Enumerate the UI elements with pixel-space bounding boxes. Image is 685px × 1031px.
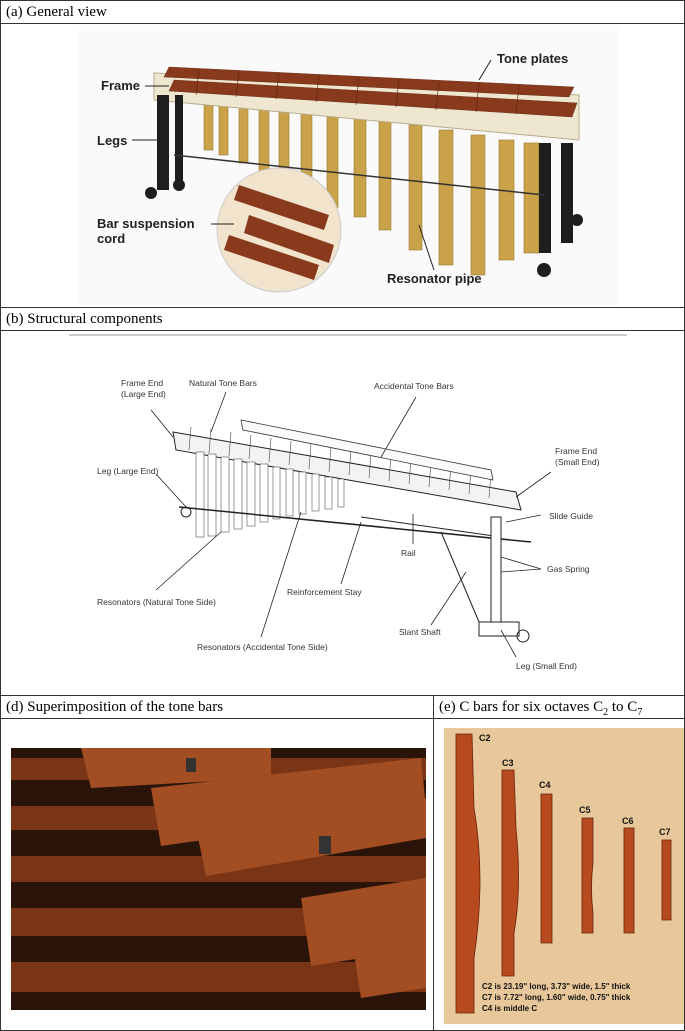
panel-general-view <box>0 0 685 308</box>
label-c5: C5 <box>579 805 591 815</box>
panel-superimposition <box>0 695 434 1031</box>
note-c4: C4 is middle C <box>482 1004 538 1013</box>
label-leg-large-end: Leg (Large End) <box>97 466 159 476</box>
bar-c7 <box>662 840 671 920</box>
label-c6: C6 <box>622 816 634 826</box>
panel-d-caption: (d) Superimposition of the tone bars <box>1 696 433 719</box>
label-c2: C2 <box>479 733 491 743</box>
label-c4: C4 <box>539 780 551 790</box>
bar-c6 <box>624 828 634 933</box>
label-resonators-natural: Resonators (Natural Tone Side) <box>97 597 216 607</box>
bar-c4 <box>541 794 552 943</box>
panel-a-caption: (a) General view <box>1 1 684 24</box>
tone-bars-photo <box>11 748 426 1010</box>
label-natural-tone-bars: Natural Tone Bars <box>189 378 257 388</box>
label-c7: C7 <box>659 827 671 837</box>
c-bars-photo <box>444 728 684 1024</box>
label-c3: C3 <box>502 758 514 768</box>
note-c7: C7 is 7.72" long, 1.60" wide, 0.75" thick <box>482 993 631 1002</box>
label-legs: Legs <box>97 133 128 148</box>
label-resonators-accidental: Resonators (Accidental Tone Side) <box>197 642 328 652</box>
label-frame-end-large-1: Frame End <box>121 378 164 388</box>
panel-c-bars <box>433 695 685 1031</box>
label-slant-shaft: Slant Shaft <box>399 627 441 637</box>
label-cord: cord <box>97 231 126 246</box>
panel-e-caption: (e) C bars for six octaves $C_2$ to $C_7$ <box>434 696 684 719</box>
note-c2: C2 is 23.19" long, 3.73" wide, 1.5" thick <box>482 982 631 991</box>
panel-structural-components <box>0 307 685 696</box>
label-accidental-tone-bars: Accidental Tone Bars <box>374 381 454 391</box>
panel-b-caption: (b) Structural components <box>1 308 684 331</box>
label-frame: Frame <box>101 78 141 93</box>
label-resonator-pipe: Resonator pipe <box>387 271 482 286</box>
label-bar-suspension: Bar suspension <box>97 216 195 231</box>
label-tone-plates: Tone plates <box>497 51 569 66</box>
label-leg-small-end: Leg (Small End) <box>516 661 577 671</box>
label-reinforcement-stay: Reinforcement Stay <box>287 587 362 597</box>
bar-c5 <box>582 818 593 933</box>
label-rail: Rail <box>401 548 416 558</box>
structural-diagram <box>61 332 631 694</box>
label-slide-guide: Slide Guide <box>549 511 593 521</box>
label-frame-end-large-2: (Large End) <box>121 389 166 399</box>
label-gas-spring: Gas Spring <box>547 564 590 574</box>
marimba-general-view-image <box>79 25 619 305</box>
label-frame-end-small-1: Frame End <box>555 446 598 456</box>
label-frame-end-small-2: (Small End) <box>555 457 600 467</box>
